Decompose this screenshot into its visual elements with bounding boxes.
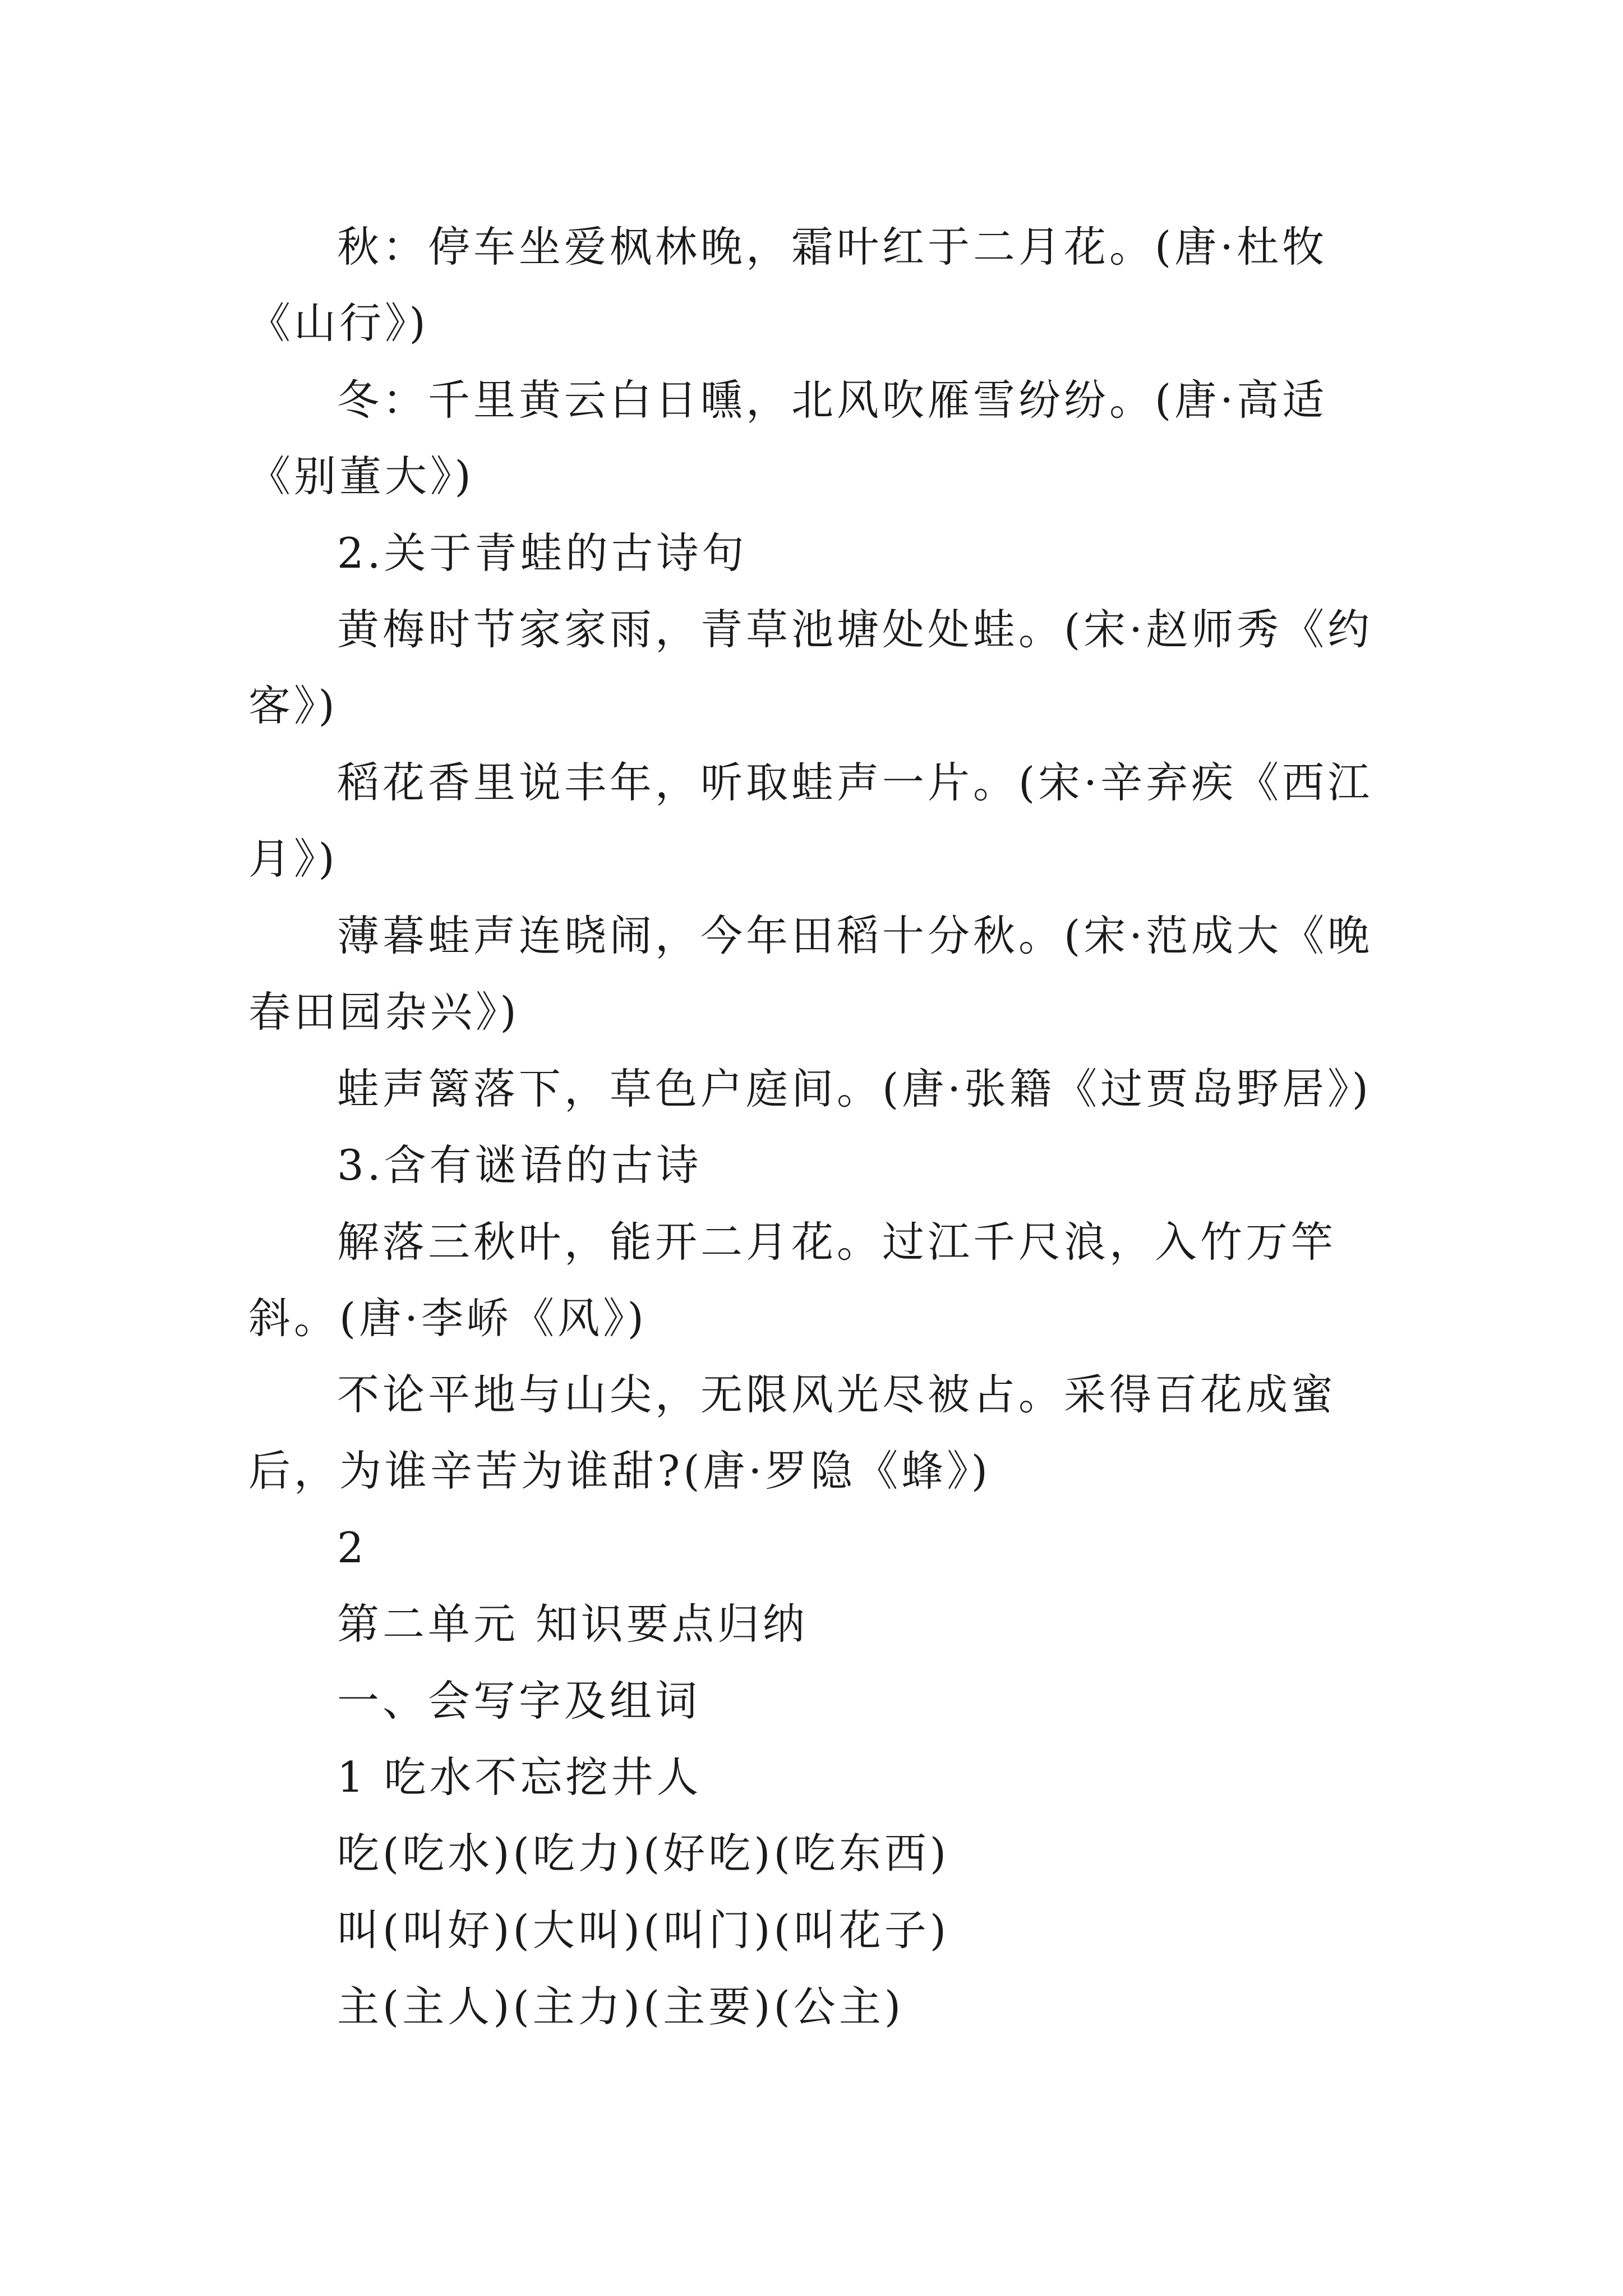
word-list-item: 吃(吃水)(吃力)(好吃)(吃东西) [337, 1829, 950, 1878]
poem-riddle-bee: 不论平地与山尖，无限风光尽被占。采得百花成蜜后，为谁辛苦为谁甜?(唐·罗隐《蜂》) [248, 1370, 1337, 1496]
lesson-title: 1 吃水不忘挖井人 [337, 1752, 702, 1802]
subsection-heading: 一、会写字及组词 [337, 1676, 701, 1726]
poem-riddle-wind: 解落三秋叶，能开二月花。过江千尺浪，入竹万竿斜。(唐·李峤《风》) [248, 1217, 1337, 1343]
poem-winter: 冬：千里黄云白日曛，北风吹雁雪纷纷。(唐·高适《别董大》) [248, 375, 1328, 501]
poem-frog-3: 薄暮蛙声连晓闹，今年田稻十分秋。(宋·范成大《晚春田园杂兴》) [248, 911, 1373, 1037]
section-heading-frog-poems: 2.关于青蛙的古诗句 [337, 528, 748, 578]
unit-title: 第二单元 知识要点归纳 [337, 1599, 808, 1649]
word-list-item: 叫(叫好)(大叫)(叫门)(叫花子) [337, 1906, 950, 1955]
section-heading-riddle-poems: 3.含有谜语的古诗 [337, 1140, 702, 1190]
page-number: 2 [337, 1523, 367, 1572]
poem-frog-1: 黄梅时节家家雨，青草池塘处处蛙。(宋·赵师秀《约客》) [248, 605, 1373, 730]
poem-frog-2: 稻花香里说丰年，听取蛙声一片。(宋·辛弃疾《西江月》) [248, 758, 1373, 884]
word-list-item: 主(主人)(主力)(主要)(公主) [337, 1982, 905, 2031]
poem-frog-4: 蛙声篱落下，草色户庭间。(唐·张籍《过贾岛野居》) [337, 1064, 1372, 1114]
poem-autumn: 秋：停车坐爱枫林晚，霜叶红于二月花。(唐·杜牧《山行》) [248, 222, 1328, 348]
